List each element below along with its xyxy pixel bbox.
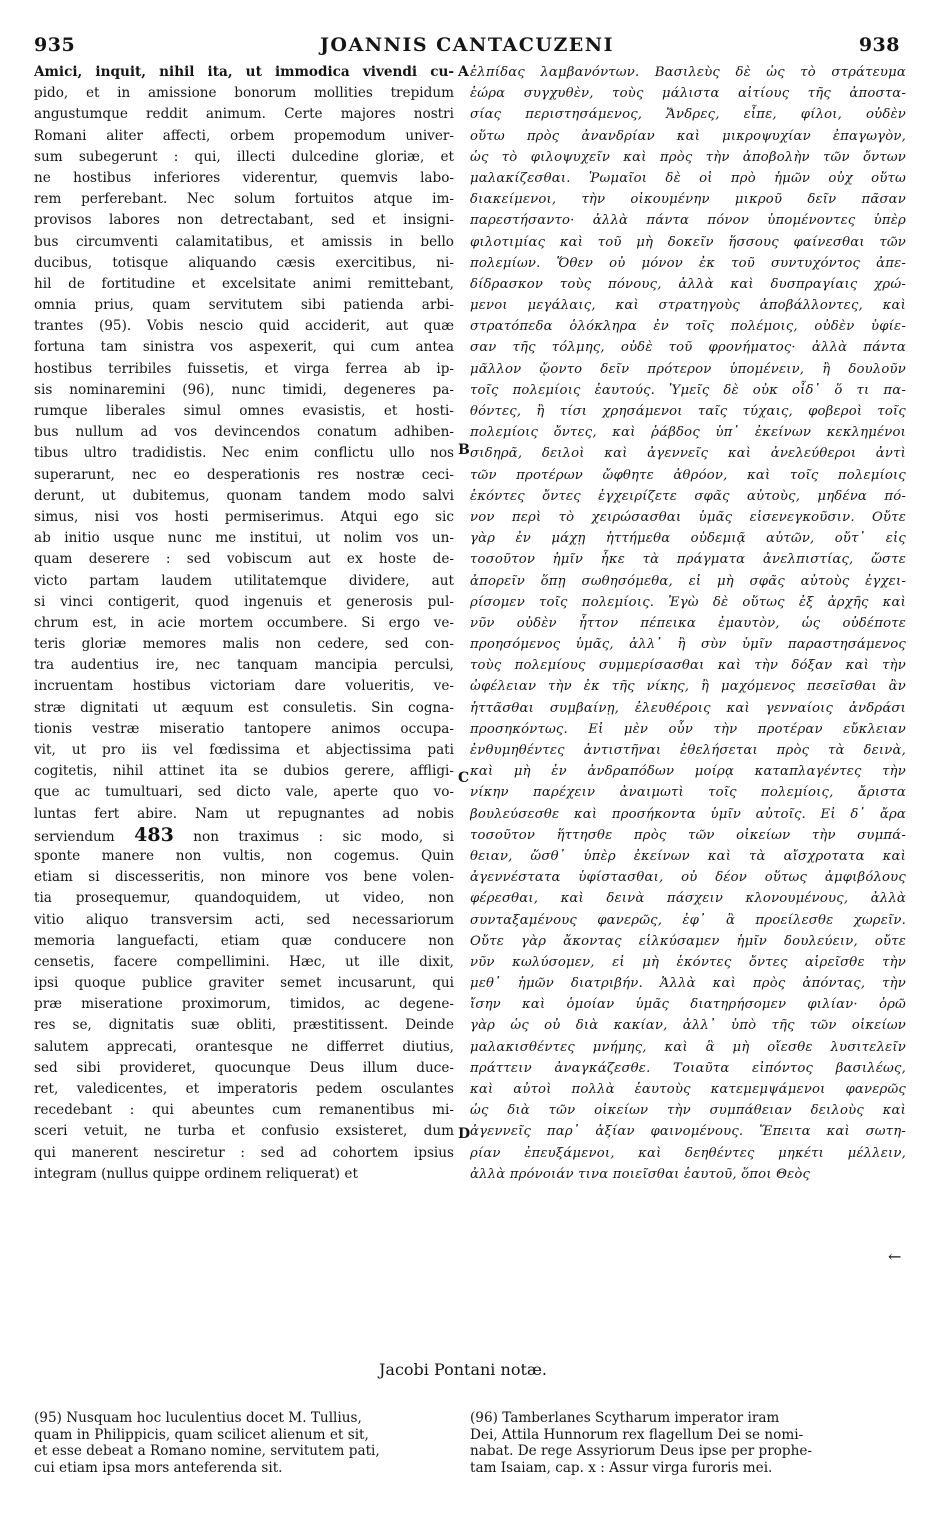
latin-text-line: que ac tumultuari, sed dicto vale, aperte quo vo- [34, 784, 454, 801]
running-title: JOANNIS CANTACUZENI [319, 34, 615, 56]
greek-text-line: ὠφέλειαν τὴν ἐκ τῆς νίκης, ἢ μαχόμενος πεσεῖσθαι ἂν [470, 679, 906, 695]
inline-page-number: 483 [134, 824, 174, 846]
latin-text-line: res se, dignitatis suæ obliti, præstitissent. Deinde [34, 1017, 454, 1034]
greek-text-line: γὰρ ἐν μάχῃ ἡττήμεθα οὐδεμιᾷ αὐτῶν, οὔτ᾽ εἰς [470, 531, 906, 547]
latin-text-line: victo partam laudem utilitatemque dividere, aut [34, 572, 454, 589]
latin-text-line: ducibus, totisque aliquando cæsis exercitibus, ni- [34, 254, 454, 271]
greek-text-line: ρίαν ἐπευξάμενοι, καὶ δεηθέντες μηκέτι μέλλειν, [470, 1145, 906, 1161]
greek-text-line: τοῖς πολεμίοις ἑαυτούς. Ὑμεῖς δὲ οὐκ οἶδ᾽ ὅ τι πα- [470, 382, 906, 398]
latin-text-line: rem perferebant. Nec solum fortuitos atque im- [34, 191, 454, 208]
latin-text-line: tionis vestræ miseratio tantopere animos occupa- [34, 720, 454, 737]
greek-text-line: μενοι μεγάλαις, καὶ στρατηγοὺς ἀποβάλλοντες, καὶ [470, 298, 906, 314]
greek-text-line: μαλακισθέντες μνήμης, καὶ ἃ μὴ οἴεσθε λυσιτελεῖν [470, 1039, 906, 1055]
greek-text-line: ἡττᾶσθαι συμβαίνῃ, ἐλευθέροις καὶ γενναίοις ἀνδράσι [470, 700, 906, 716]
greek-text-line: ἑώρα συγχυθὲν, τοὺς μάλιστα αἰτίους τῆς ἀποστα- [470, 86, 906, 102]
latin-text-line: quam deserere : sed vobiscum aut ex hoste de- [34, 551, 454, 568]
greek-text-line: σαν τῆς τόλμης, οὐδὲ τοῦ φρονήματος· ἀλλὰ πάντα [470, 340, 906, 356]
latin-text-line: teris gloriæ memores malis non cedere, sed con- [34, 636, 454, 653]
latin-text-line: Romani aliter affecti, orbem propemodum univer- [34, 127, 454, 144]
latin-text-line: etiam si discesseritis, non minore vos bene volen- [34, 869, 454, 886]
latin-text-line: si vinci contigerit, quod ingenuis et generosis pul- [34, 593, 454, 610]
greek-text-line: Οὔτε γὰρ ἄκοντας εἱλκύσαμεν ἡμῖν δουλεύειν, οὔτε [470, 933, 906, 949]
footnote-96 [470, 1410, 906, 1476]
footnote-line: tam Isaiam, cap. x : Assur virga furoris mei. [470, 1459, 773, 1476]
latin-column [34, 62, 454, 1352]
latin-text-line: recedebant : qui abeuntes cum remanentibus mi- [34, 1102, 454, 1119]
latin-text-line: trantes (95). Vobis nescio quid acciderit, aut quæ [34, 318, 454, 335]
margin-marker-d: D [458, 1126, 471, 1142]
footnote-line: nabat. De rege Assyriorum Deus ipse per prophe- [470, 1443, 813, 1460]
latin-text-line: bus nullum ad vos devincendos conatum adhiben- [34, 424, 454, 441]
latin-text-line: chrum est, in acie mortem occumbere. Si ergo ve- [34, 614, 454, 631]
greek-text-line: προησόμενος ὑμᾶς, ἀλλ᾽ ἢ σὺν ὑμῖν παραστησάμενος [470, 637, 906, 653]
latin-text-line: derunt, ut dubitemus, quonam tandem modo salvi [34, 487, 454, 504]
latin-text-line: sceri vetuit, ne turba et confusio exsisteret, dum [34, 1123, 454, 1140]
greek-text-line: θόντες, ἢ τίσι χρησάμενοι ταῖς τύχαις, φοβεροὶ τοῖς [470, 404, 906, 419]
footnote-line: cui etiam ipsa mors anteferenda sit. [34, 1459, 283, 1476]
latin-text-line: sum subegerunt : qui, illecti dulcedine gloriæ, et [34, 148, 454, 165]
latin-text-line: sponte manere non vultis, non cogemus. Quin [34, 847, 454, 864]
greek-text-line: ἀλλὰ πρόνοιάν τινα ποιεῖσθαι ἑαυτοῦ, ὅποι Θεὸς [470, 1166, 811, 1182]
latin-text-line: simus, nisi vos hosti permiserimus. Atqui ego sic [34, 508, 454, 525]
latin-text-line: stræ dignitati ut æquum est consuletis. Sin cogna- [34, 699, 454, 716]
greek-text-line: διακείμενοι, τὴν οἰκουμένην μικροῦ δεῖν πᾶσαν [470, 192, 906, 208]
margin-marker-b: B [458, 442, 470, 458]
greek-text-line: σίας περιστησάμενος, Ἄνδρες, εἶπε, φίλοι, οὐδὲν [470, 107, 906, 123]
latin-text-line: omnia prius, quam servitutem sibi patienda arbi- [34, 297, 454, 314]
greek-text-line: νον περὶ τὸ χειρώσασθαι ὑμᾶς εἰσενεγκοῦσιν. Οὔτε [470, 509, 906, 525]
greek-text-line: ἐνθυμηθέντες ἀντιστῆναι ἐθελήσεται πρὸς τὰ δεινὰ, [470, 743, 906, 758]
margin-marker-c: C [458, 770, 470, 786]
greek-text-line: στρατόπεδα ὁλόκληρα ἐν τοῖς πολέμοις, οὐδὲν ὑφίε- [470, 319, 906, 335]
margin-pointer-icon: ← [888, 1247, 902, 1266]
greek-text-line: καὶ αὐτοὶ πολλὰ ἑαυτοὺς κατεμεμψάμενοι φανερῶς [470, 1082, 906, 1097]
latin-text-line: sis nominaremini (96), nunc timidi, degeneres pa- [34, 381, 454, 398]
greek-text-line: ρίσομεν τοῖς πολεμίοις. Ἐγὼ δὲ οὕτως ἐξ ἀρχῆς καὶ [470, 594, 906, 610]
latin-text-line: fortuna tam sinistra vos aspexerit, qui cum antea [34, 339, 454, 356]
footnote-line: quam in Philippicis, quam scilicet alienum et sit, [34, 1426, 369, 1443]
latin-text-line: incruentam hostibus victoriam dare volueritis, ve- [34, 678, 454, 695]
latin-text-line: sed sibi provideret, quocunque Deus illum duce- [34, 1059, 454, 1076]
greek-text-line: οὕτω πρὸς ἀνανδρίαν καὶ μικροψυχίαν ἐπαγωγὸν, [470, 128, 906, 144]
latin-text-line: ab initio usque nunc me institui, ut nolim vos un- [34, 530, 454, 547]
latin-text-line: pido, et in amissione bonorum mollities trepidum [34, 85, 454, 102]
greek-text-line: δίδρασκον τοὺς πόνους, ἀλλὰ καὶ δυσπραγίαις χρώ- [470, 276, 906, 292]
greek-text-line: νῦν οὐδὲν ἧττον πέπεικα ἐμαυτὸν, ὡς οὐδέποτε [470, 615, 906, 631]
text-fragment: non traximus : sic modo, si [173, 828, 454, 845]
latin-text-line: integram (nullus quippe ordinem reliquerat) et [34, 1165, 358, 1182]
page-number-right: 938 [858, 34, 900, 56]
margin-marker-a: A [458, 64, 469, 80]
greek-text-line: φέρεσθαι, καὶ δεινὰ πάσχειν κλονουμένους, ἀλλὰ [470, 891, 906, 907]
greek-column [470, 62, 906, 1352]
latin-text-line: superarunt, nec eo desperationis res nostræ ceci- [34, 466, 454, 483]
greek-text-line: σιδηρᾶ, δειλοὶ καὶ ἀγεννεῖς καὶ ἀνελεύθεροι ἀντὶ [470, 446, 906, 462]
latin-text-line: rumque liberales simul omnes evasistis, et hosti- [34, 403, 454, 419]
latin-text-line: censetis, facere compellimini. Hæc, ut ille dixit, [34, 953, 454, 970]
greek-text-line: φιλοτιμίας καὶ τοῦ μὴ δοκεῖν ἥσσους φαίνεσθαι τῶν [470, 234, 906, 250]
running-header [34, 34, 900, 58]
latin-text-line: tibus ultro tradidistis. Nec enim conflictu ullo nos [34, 445, 454, 462]
text-fragment: serviendum [34, 828, 135, 845]
greek-text-line: γὰρ ὡς οὐ διὰ κακίαν, ἀλλ᾽ ὑπὸ τῆς τῶν οἰκείων [470, 1018, 906, 1034]
greek-text-line: ἀγεννέστατα ὑφίστασθαι, οὐ δέον οὕτως ἀμφιβόλους [470, 870, 906, 886]
greek-text-line: μᾶλλον ᾤοντο δεῖν πρότερον ὑπομένειν, ἢ δουλοῦν [470, 361, 906, 377]
greek-text-line: πράττειν ἀναγκάζεσθε. Τοιαῦτα εἰπόντος βασιλέως, [470, 1060, 906, 1076]
greek-text-line: τοσοῦτον ἡμῖν ἧκε τὰ πράγματα ἀνελπιστίας, ὥστε [470, 552, 906, 568]
greek-text-line: νῦν κωλύσομεν, εἰ μὴ ἑκόντες ὄντες αἱρεῖσθε τὴν [470, 954, 906, 970]
greek-text-line: βουλεύσεσθε καὶ προσήκοντα ὑμῖν αὐτοῖς. Εἰ δ᾽ ἄρα [470, 806, 906, 822]
greek-text-line: συνταξαμένους φανερῶς, ἐφ᾽ ἃ προείλεσθε χωρεῖν. [470, 912, 906, 928]
latin-text-line: ipsi quoque publice graviter semet incusarunt, qui [34, 975, 454, 992]
notes-heading: Jacobi Pontani notæ. [378, 1360, 547, 1379]
latin-text-line: salutem apprecati, orantesque ne differret diutius, [34, 1038, 454, 1055]
greek-text-line: ἐλπίδας λαμβανόντων. Βασιλεὺς δὲ ὡς τὸ στράτευμα [470, 65, 906, 80]
latin-text-line: hostibus terribiles fuissetis, et virga ferrea ab ip- [34, 360, 454, 377]
latin-text-line: ne hostibus inferiores viderentur, quemvis labo- [34, 169, 454, 186]
greek-text-line: τοσοῦτον ἥττησθε πρὸς τῶν οἰκείων τὴν συμπά- [470, 827, 906, 843]
greek-text-line: τοὺς πολεμίους συμμερίσασθαι καὶ τὴν δόξαν καὶ τὴν [470, 658, 906, 674]
greek-text-line: παρεστήσαντο· ἀλλὰ πάντα πόνον ὑπομένοντες ὑπὲρ [470, 213, 906, 229]
latin-text-line: vitio aliquo transversim acti, sed necessariorum [34, 911, 454, 928]
greek-text-line: ἴσην καὶ ὁμοίαν ὑμᾶς διατηρήσομεν φιλίαν· ὁρῶ [470, 997, 906, 1013]
latin-text-line: præ miseratione proximorum, timidos, ac degene- [34, 996, 454, 1013]
footnote-line: Dei, Attila Hunnorum rex flagellum Dei se nomi- [470, 1426, 804, 1443]
greek-text-line: προσηκόντως. Εἰ μὲν οὖν τὴν προτέραν εὔκλειαν [470, 721, 906, 737]
latin-text-line: tia prosequemur, quandoquidem, ut video, non [34, 890, 454, 907]
latin-text-line: memoria languefacti, etiam quæ conducere non [34, 932, 454, 949]
greek-text-line: ὡς τὸ φιλοψυχεῖν καὶ πρὸς τὴν ἀποβολὴν τῶν ὄντων [470, 149, 906, 165]
greek-text-line: καὶ μὴ ἐν ἀνδραπόδων μοίρᾳ καταπλαγέντες τὴν [470, 764, 906, 780]
greek-text-line: ἀπορεῖν ὅπῃ σωθησόμεθα, εἰ μὴ σφᾶς αὐτοὺς ἐγχει- [470, 573, 906, 589]
greek-text-line: μεθ᾽ ἡμῶν διατριβήν. Ἀλλὰ καὶ πρὸς ἀπόντας, τὴν [470, 976, 906, 992]
greek-text-line: θειαν, ὥσθ᾽ ὑπὲρ ἐκείνων καὶ τὰ αἴσχροτατα καὶ [470, 848, 906, 864]
latin-text-line: tra audentius ire, nec tanquam mancipia perculsi, [34, 657, 454, 674]
latin-text-line: Amici, inquit, nihil ita, ut immodica vivendi cu- [34, 64, 454, 80]
greek-text-line: ἑκόντες ὄντες ἐγχειρίζετε σφᾶς αὐτοὺς, μηδένα πό- [470, 488, 906, 504]
footnote-line: (95) Nusquam hoc luculentius docet M. Tullius, [34, 1410, 362, 1426]
footnote-line: et esse debeat a Romano nomine, servitutem pati, [34, 1443, 380, 1460]
latin-text-line: cogitetis, nihil attinet ita se dubios gerere, affligi- [34, 763, 454, 780]
greek-text-line: ὡς διὰ τῶν οἰκείων τὴν συμπάθειαν δειλοὺς καὶ [470, 1103, 906, 1119]
greek-text-line: πολεμίων. Ὅθεν οὐ μόνον ἐκ τοῦ συντυχόντος ἀπε- [470, 255, 906, 271]
latin-text-line: qui manerent nesciretur : sed ad cohortem ipsius [34, 1144, 454, 1161]
latin-text-line: luntas fert abire. Nam ut repugnantes ad nobis [34, 805, 454, 822]
greek-text-line: ἀγεννεῖς παρ᾽ ἀξίαν φαινομένους. Ἔπειτα καὶ σωτη- [470, 1124, 906, 1140]
latin-text-line: ret, valedicentes, et imperatoris pedem osculantes [34, 1081, 454, 1097]
greek-text-line: μαλακίζεσθαι. Ῥωμαῖοι δὲ οἱ πρὸ ἡμῶν οὐχ οὕτω [470, 170, 906, 186]
latin-text-line: vit, ut pro iis vel fœdissima et abjectissima pati [34, 742, 454, 758]
page-number-left: 935 [34, 34, 76, 56]
greek-text-line: τῶν προτέρων ὤφθητε ἀθρόον, καὶ τοῖς πολεμίοις [470, 467, 906, 483]
latin-text-line: angustumque reddit animum. Certe majores nostri [34, 106, 454, 123]
footnote-95 [34, 1410, 454, 1476]
footnote-line: (96) Tamberlanes Scytharum imperator iram [470, 1410, 780, 1426]
latin-text-line: hil de fortitudine et excelsitate animi remittebant, [34, 275, 454, 292]
latin-text-line: bus circumventi calamitatibus, et amissis in bello [34, 233, 454, 250]
latin-text-line: provisos labores non detrectabant, sed et insigni- [34, 212, 454, 229]
greek-text-line: πολεμίοις ὄντες, καὶ ῥάβδος ὑπ᾽ ἐκείνων κεκλημένοι [470, 425, 906, 441]
latin-text-line [34, 825, 454, 846]
greek-text-line: νίκην παρέχειν ἀναιμωτὶ τοῖς πολεμίοις, ἄριστα [470, 785, 906, 801]
